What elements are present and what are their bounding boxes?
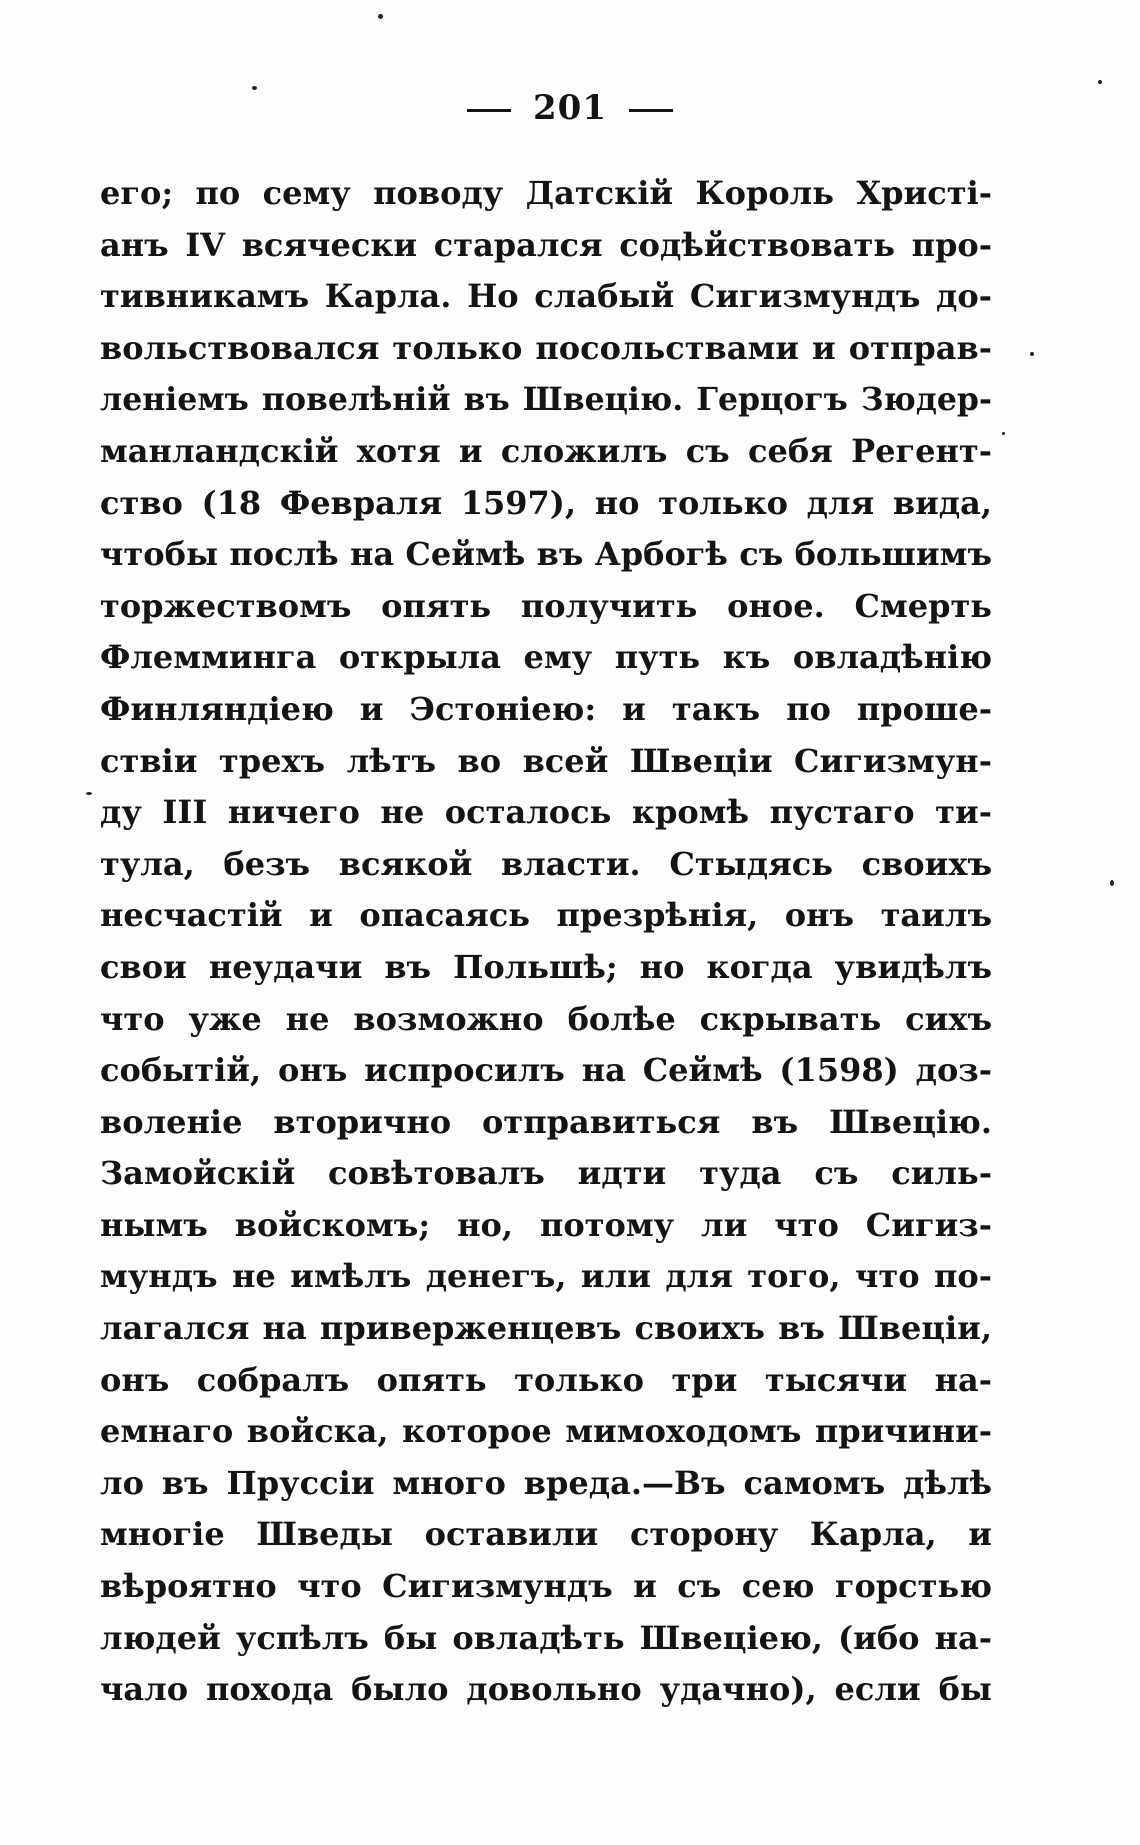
header-dash-right xyxy=(629,109,673,112)
text-line: чало похода было довольно удачно), если бы xyxy=(100,1670,992,1709)
text-line: манландскій хотя и сложилъ съ себя Регент- xyxy=(100,431,992,470)
scan-speck xyxy=(252,86,257,90)
text-line: емнаго войска, которое мимоходомъ причини- xyxy=(100,1412,992,1451)
scan-speck xyxy=(378,14,383,19)
scan-speck xyxy=(1002,432,1005,435)
text-line: что уже не возможно болѣе скрывать сихъ xyxy=(100,999,992,1038)
text-line: несчастій и опасаясь презрѣнія, онъ таилъ xyxy=(100,896,992,935)
page-header xyxy=(0,88,1140,128)
text-line: чтобы послѣ на Сеймѣ въ Арбогѣ съ большимъ xyxy=(100,535,992,574)
text-line: вольствовался только посольствами и отправ- xyxy=(100,328,992,367)
text-line: мундъ не имѣлъ денегъ, или для того, что по- xyxy=(100,1257,992,1296)
scan-speck xyxy=(1030,352,1034,356)
text-line: тивникамъ Карла. Но слабый Сигизмундъ до- xyxy=(100,277,992,316)
body-text xyxy=(100,168,992,1716)
text-line: ло въ Пруссіи много вреда.—Въ самомъ дѣлѣ xyxy=(100,1463,992,1502)
text-line: Замойскій совѣтовалъ идти туда съ силь- xyxy=(100,1154,992,1193)
text-line: Флемминга открыла ему путь къ овладѣнію xyxy=(100,638,992,677)
text-line: вѣроятно что Сигизмундъ и съ сею горстью xyxy=(100,1567,992,1606)
text-line: анъ IV всячески старался содѣйствовать про- xyxy=(100,225,992,264)
page-number: 201 xyxy=(533,88,607,128)
text-line: лагался на приверженцевъ своихъ въ Швеціи, xyxy=(100,1309,992,1348)
text-line: ство (18 Февраля 1597), но только для вида, xyxy=(100,483,992,522)
scan-speck xyxy=(86,792,92,795)
scan-speck xyxy=(1110,880,1114,886)
text-line: нымъ войскомъ; но, потому ли что Сигиз- xyxy=(100,1205,992,1244)
text-line: онъ собралъ опять только три тысячи на- xyxy=(100,1360,992,1399)
text-line: людей успѣлъ бы овладѣть Швеціею, (ибо на- xyxy=(100,1618,992,1657)
scan-speck xyxy=(1098,80,1102,84)
text-line: леніемъ повелѣній въ Швецію. Герцогъ Зюдер- xyxy=(100,381,992,419)
text-line: свои неудачи въ Польшѣ; но когда увидѣлъ xyxy=(100,947,992,986)
text-line: тула, безъ всякой власти. Стыдясь своихъ xyxy=(100,844,992,883)
text-line: его; по сему поводу Датскій Король Христі- xyxy=(100,174,992,212)
text-line: ствіи трехъ лѣтъ во всей Швеціи Сигизмун- xyxy=(100,741,992,780)
header-dash-left xyxy=(467,109,511,112)
text-line: ду III ничего не осталось кромѣ пустаго ти- xyxy=(100,793,992,832)
text-line: торжествомъ опять получить оное. Смерть xyxy=(100,586,992,625)
text-line: Финляндіею и Эстоніею: и такъ по проше- xyxy=(100,689,992,728)
text-line: воленіе вторично отправиться въ Швецію. xyxy=(100,1102,992,1141)
text-line: событій, онъ испросилъ на Сеймѣ (1598) доз- xyxy=(100,1051,992,1090)
text-line: многіе Шведы оставили сторону Карла, и xyxy=(100,1515,992,1554)
